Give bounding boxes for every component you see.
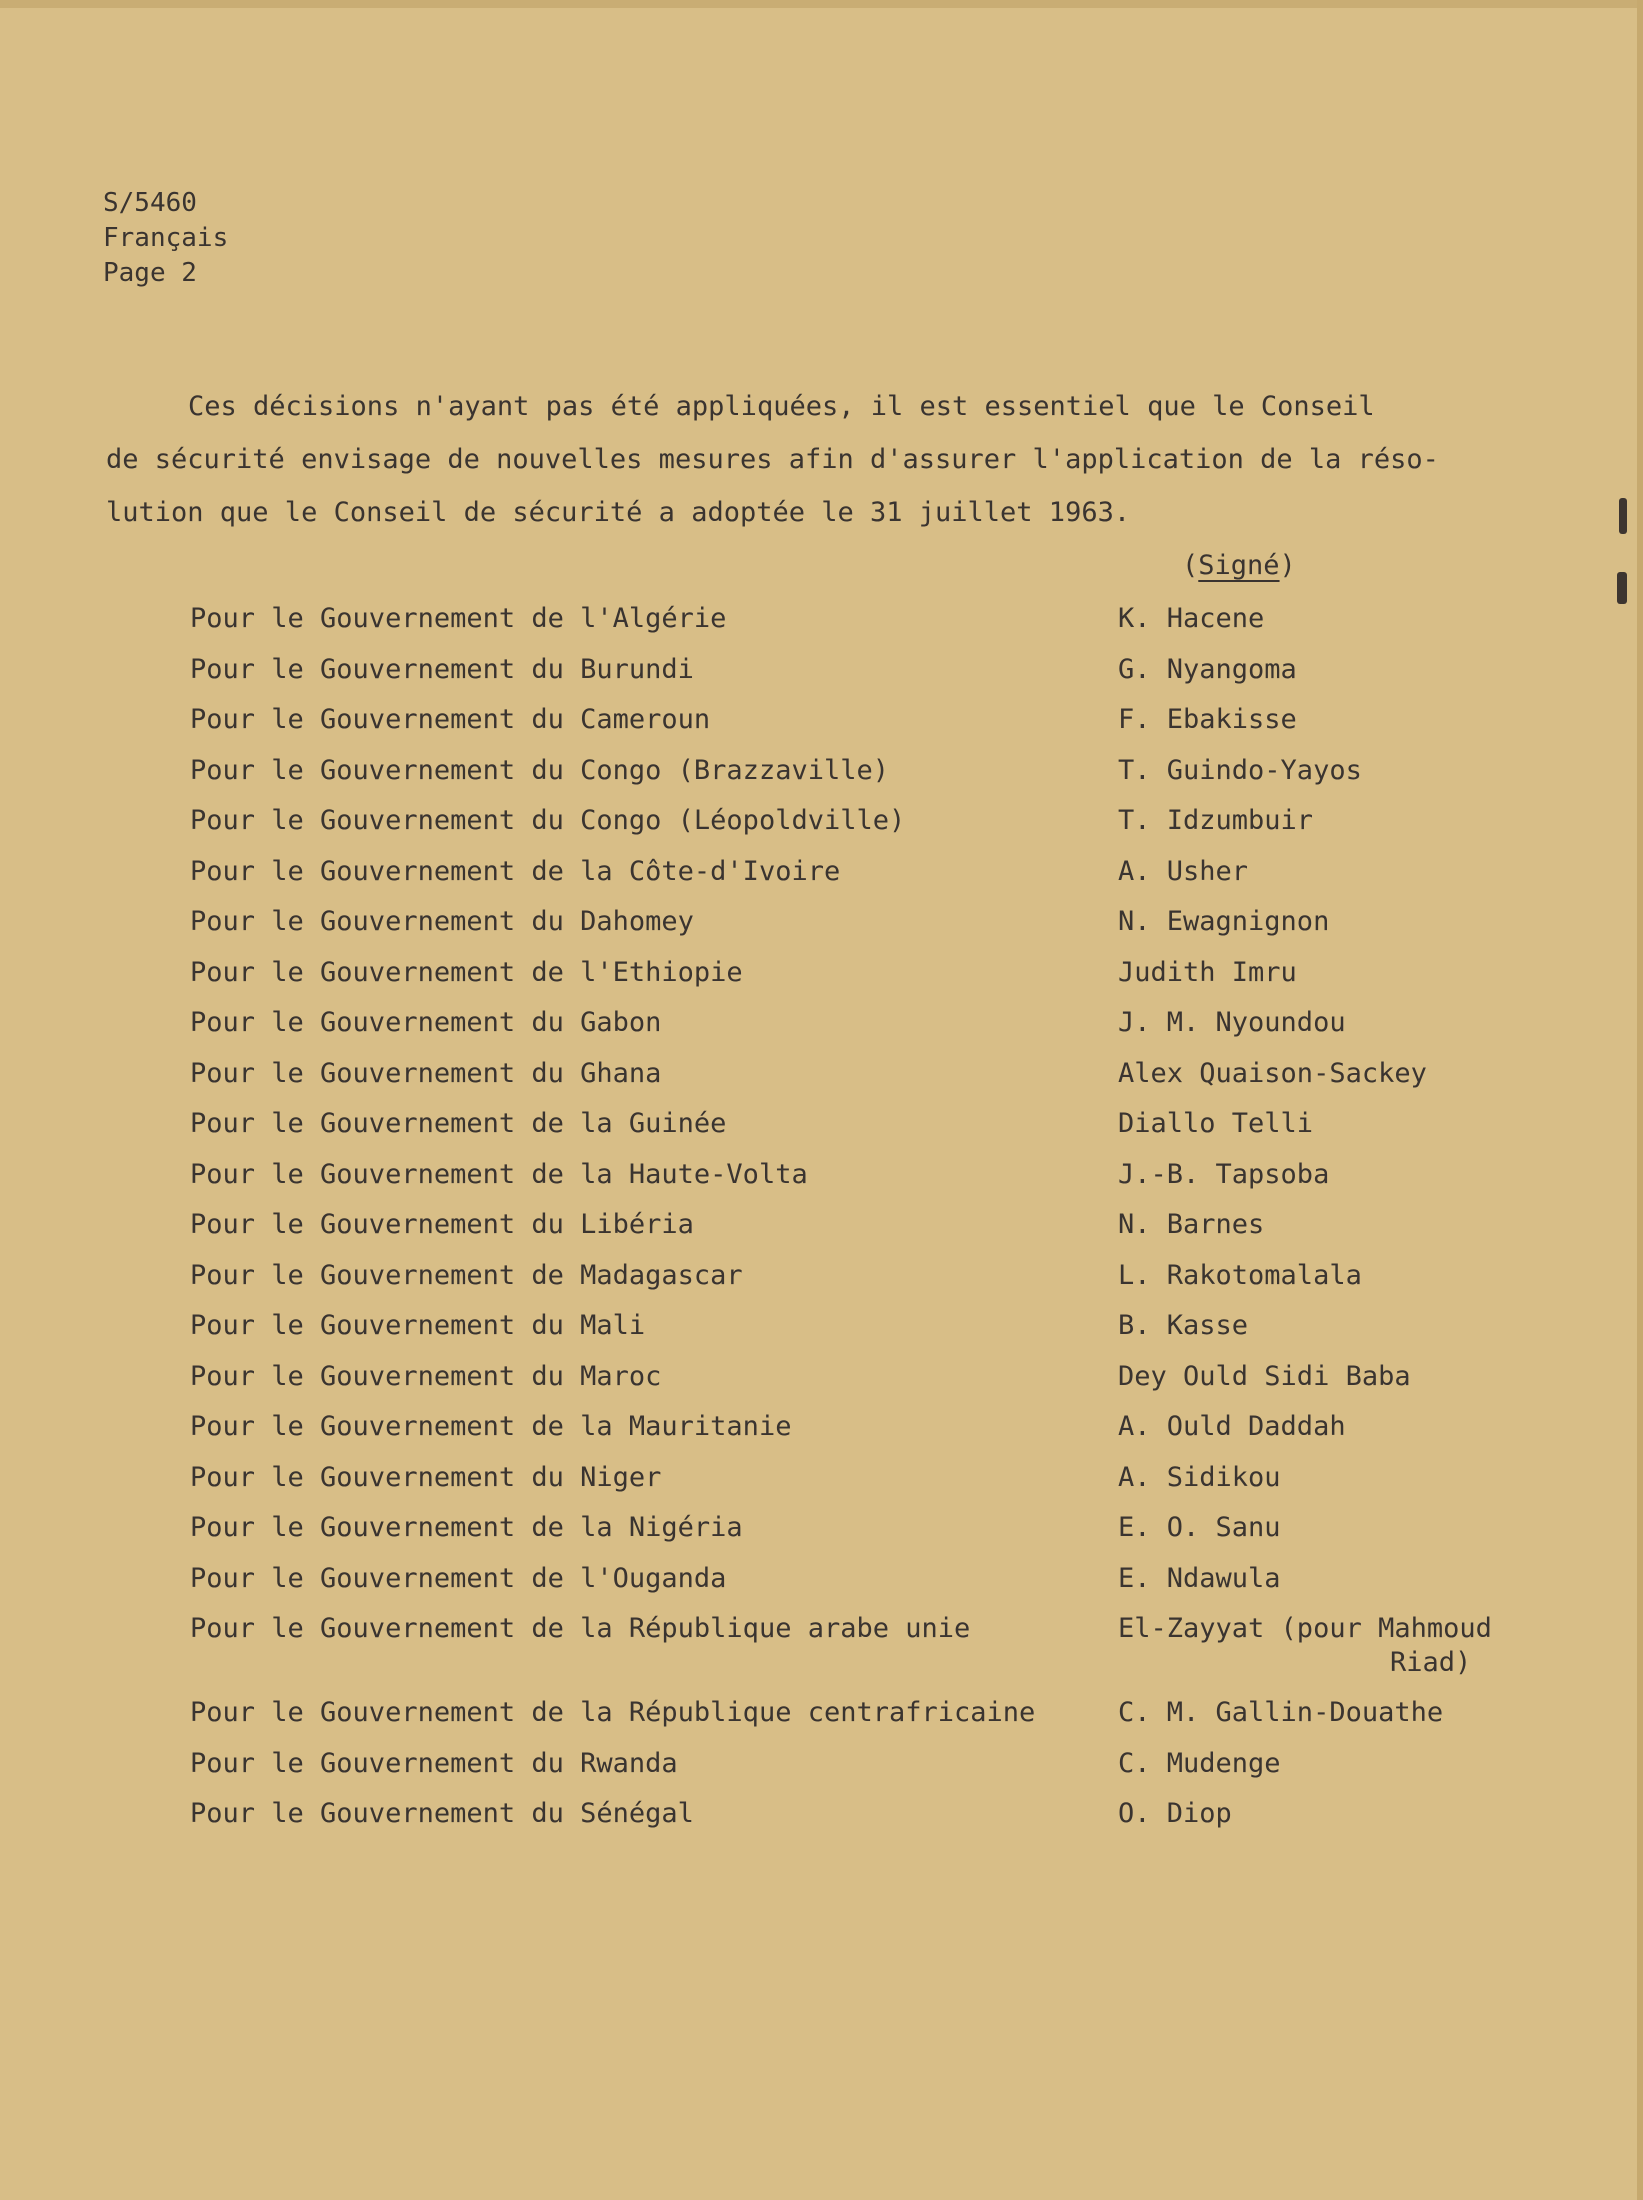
government-name: Pour le Gouvernement de la Guinée <box>190 1108 727 1139</box>
signer-name: A. Ould Daddah <box>1118 1411 1346 1442</box>
binding-hole-mark <box>1617 572 1627 604</box>
signer-name: L. Rakotomalala <box>1118 1259 1362 1291</box>
signatory-row <box>190 1209 1540 1260</box>
signatory-row <box>190 603 1540 654</box>
government-name: Pour le Gouvernement du Niger <box>190 1461 662 1493</box>
signer-name: J. M. Nyoundou <box>1118 1007 1346 1038</box>
intro-line: Ces décisions n'ayant pas été appliquées, il est essentiel que le Conseil <box>188 391 1375 422</box>
signatory-row <box>190 1310 1540 1361</box>
signer-name: Judith Imru <box>1118 956 1297 988</box>
government-name: Pour le Gouvernement du Gabon <box>190 1007 662 1038</box>
signer-name: E. Ndawula <box>1118 1562 1281 1594</box>
signer-name: N. Barnes <box>1118 1209 1265 1240</box>
government-name: Pour le Gouvernement du Libéria <box>190 1209 694 1240</box>
signatory-row <box>190 704 1540 755</box>
signatory-row <box>190 1007 1540 1058</box>
government-name: Pour le Gouvernement du Mali <box>190 1310 646 1341</box>
government-name: Pour le Gouvernement de l'Algérie <box>190 603 727 634</box>
signer-name: C. Mudenge <box>1118 1747 1281 1779</box>
government-name: Pour le Gouvernement de Madagascar <box>190 1259 743 1291</box>
government-name: Pour le Gouvernement du Rwanda <box>190 1747 678 1779</box>
signer-name: A. Usher <box>1118 855 1249 887</box>
signer-name: C. M. Gallin-Douathe <box>1118 1697 1444 1728</box>
signatory-row <box>190 856 1540 907</box>
paper-right-edge <box>1637 0 1643 2200</box>
signatory-row <box>190 1462 1540 1513</box>
signer-name: T. Guindo-Yayos <box>1118 754 1362 786</box>
government-name: Pour le Gouvernement du Maroc <box>190 1360 662 1392</box>
government-name: Pour le Gouvernement de la Côte-d'Ivoire <box>190 855 841 887</box>
signer-name: A. Sidikou <box>1118 1461 1281 1493</box>
signatory-row <box>190 1361 1540 1412</box>
binding-hole-mark <box>1619 498 1627 534</box>
signed-close-paren: ) <box>1279 550 1296 581</box>
signer-name: K. Hacene <box>1118 603 1265 634</box>
government-name: Pour le Gouvernement du Sénégal <box>190 1798 694 1829</box>
intro-line: lution que le Conseil de sécurité a adoptée le 31 juillet 1963. <box>106 497 1131 528</box>
signatory-row <box>190 1108 1540 1159</box>
signer-name: O. Diop <box>1118 1798 1232 1829</box>
paper-top-edge <box>0 0 1643 8</box>
signatory-row <box>190 1411 1540 1462</box>
signatory-row <box>190 805 1540 856</box>
government-name: Pour le Gouvernement du Cameroun <box>190 704 711 735</box>
document-language: Français <box>103 223 229 253</box>
government-name: Pour le Gouvernement de la République arabe unie <box>190 1613 971 1644</box>
signer-name: B. Kasse <box>1118 1310 1249 1341</box>
government-name: Pour le Gouvernement de l'Ouganda <box>190 1562 727 1594</box>
intro-line: de sécurité envisage de nouvelles mesures afin d'assurer l'application de la réso- <box>106 444 1439 475</box>
government-name: Pour le Gouvernement du Dahomey <box>190 906 694 937</box>
signatory-row <box>190 1058 1540 1109</box>
government-name: Pour le Gouvernement de la Mauritanie <box>190 1411 792 1442</box>
signatory-row <box>190 1613 1540 1697</box>
signer-name: E. O. Sanu <box>1118 1512 1281 1543</box>
signatory-row <box>190 1159 1540 1210</box>
signed-open-paren: ( <box>1182 550 1199 581</box>
signer-name: N. Ewagnignon <box>1118 906 1330 937</box>
signatory-row <box>190 755 1540 806</box>
signed-word: Signé <box>1198 550 1280 581</box>
signer-name: Alex Quaison-Sackey <box>1118 1057 1427 1089</box>
government-name: Pour le Gouvernement du Congo (Brazzaville) <box>190 754 889 786</box>
signer-name: El-Zayyat (pour Mahmoud <box>1118 1613 1492 1644</box>
signatory-row <box>190 654 1540 705</box>
signer-name: Diallo Telli <box>1118 1108 1314 1139</box>
page-number: Page 2 <box>103 258 197 288</box>
document-symbol: S/5460 <box>103 188 197 218</box>
signer-name: J.-B. Tapsoba <box>1118 1158 1330 1190</box>
signed-label <box>1182 550 1296 581</box>
signatory-row <box>190 906 1540 957</box>
signatory-row <box>190 1798 1540 1849</box>
government-name: Pour le Gouvernement de l'Ethiopie <box>190 956 743 988</box>
signer-name: G. Nyangoma <box>1118 653 1297 685</box>
signatory-row <box>190 1748 1540 1799</box>
signatory-row <box>190 1563 1540 1614</box>
signatory-row <box>190 1512 1540 1563</box>
government-name: Pour le Gouvernement de la Nigéria <box>190 1512 743 1543</box>
government-name: Pour le Gouvernement du Burundi <box>190 653 694 685</box>
signer-name: T. Idzumbuir <box>1118 805 1314 836</box>
government-name: Pour le Gouvernement de la Haute-Volta <box>190 1158 808 1190</box>
signer-name-continuation: Riad) <box>1390 1647 1472 1678</box>
signatory-row <box>190 1260 1540 1311</box>
signatory-list <box>190 603 1540 1849</box>
government-name: Pour le Gouvernement de la République centrafricaine <box>190 1697 1036 1728</box>
signatory-row <box>190 957 1540 1008</box>
government-name: Pour le Gouvernement du Ghana <box>190 1057 662 1089</box>
signatory-row <box>190 1697 1540 1748</box>
document-header <box>103 186 228 291</box>
signer-name: F. Ebakisse <box>1118 704 1297 735</box>
intro-paragraph <box>106 380 1486 539</box>
signer-name: Dey Ould Sidi Baba <box>1118 1360 1411 1392</box>
government-name: Pour le Gouvernement du Congo (Léopoldville) <box>190 805 906 836</box>
